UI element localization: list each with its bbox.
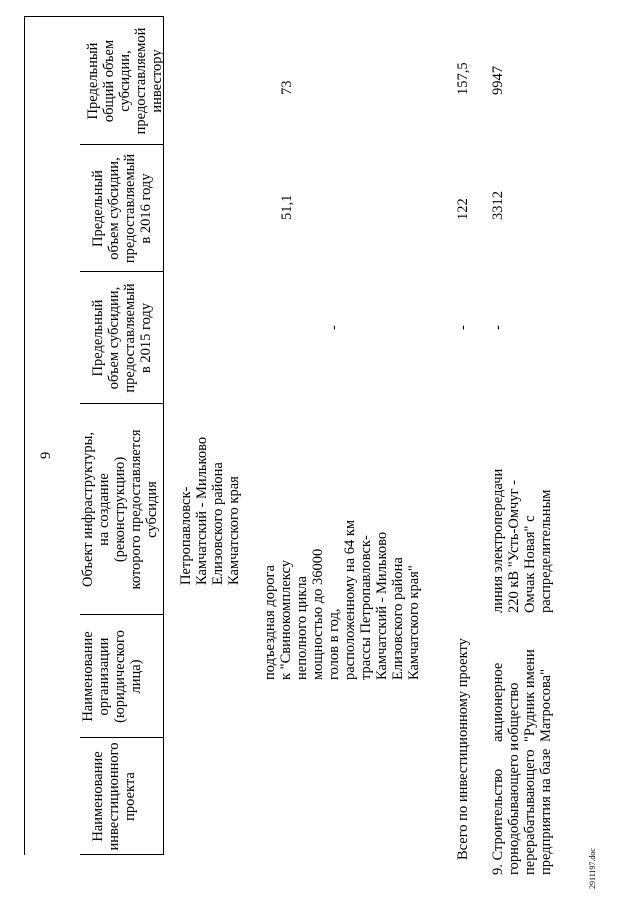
project-9-subsidy-total: 9947: [490, 66, 506, 95]
header-subsidy-2015: Предельный объем субсидии, предоставляемый в 2015 году: [90, 283, 154, 393]
total-subsidy-2015: -: [455, 325, 471, 330]
header-organization: Наименование организации (юридического лица): [80, 630, 144, 723]
project-9-subsidy-2016: 3312: [490, 191, 506, 220]
project-9-name: 9. Строительство горнодобывающего и перерабатывающего предприятия на базе: [490, 742, 554, 875]
page-number: 9: [38, 451, 54, 459]
project-9-organization: акционерное общество "Рудник имени Матросова": [490, 649, 554, 742]
total-subsidy-total: 157,5: [455, 62, 471, 95]
total-row-label: Всего по инвестиционному проекту: [455, 638, 471, 860]
object-text-road: подъездная дорога к "Свинокомплексу неполного цикла мощностью до 36000 голов в год, расположенному на 64 км трассы Петропавловск- Камчатский - Мильково Елизовского района Камчатского края": [262, 519, 422, 680]
road-subsidy-total: 73: [279, 80, 295, 95]
footer-filename: 2911197.doc: [588, 848, 597, 889]
project-9-object: линия электропередачи 220 кВ "Усть-Омчуг - Омчак Новая" с распределительным: [490, 468, 554, 613]
road-subsidy-2016: 51,1: [279, 194, 295, 220]
total-subsidy-2016: 122: [455, 198, 471, 220]
road-subsidy-2015: -: [326, 325, 342, 330]
object-text-continued: Петропавловск- Камчатский - Мильково Елизовского района Камчатского края: [178, 436, 242, 585]
project-9-subsidy-2015: -: [490, 325, 506, 330]
header-subsidy-total: Предельный общий объем субсидии, предоставляемой инвестору: [85, 27, 165, 135]
table-top-border: [24, 17, 25, 855]
header-project-name: Наименование инвестиционного проекта: [90, 742, 138, 851]
header-infrastructure-object: Объект инфраструктуры, на создание (реконструкцию) которого предоставляется субсидия: [80, 429, 160, 590]
header-subsidy-2016: Предельный объем субсидии, предоставляемый в 2016 году: [90, 153, 154, 264]
